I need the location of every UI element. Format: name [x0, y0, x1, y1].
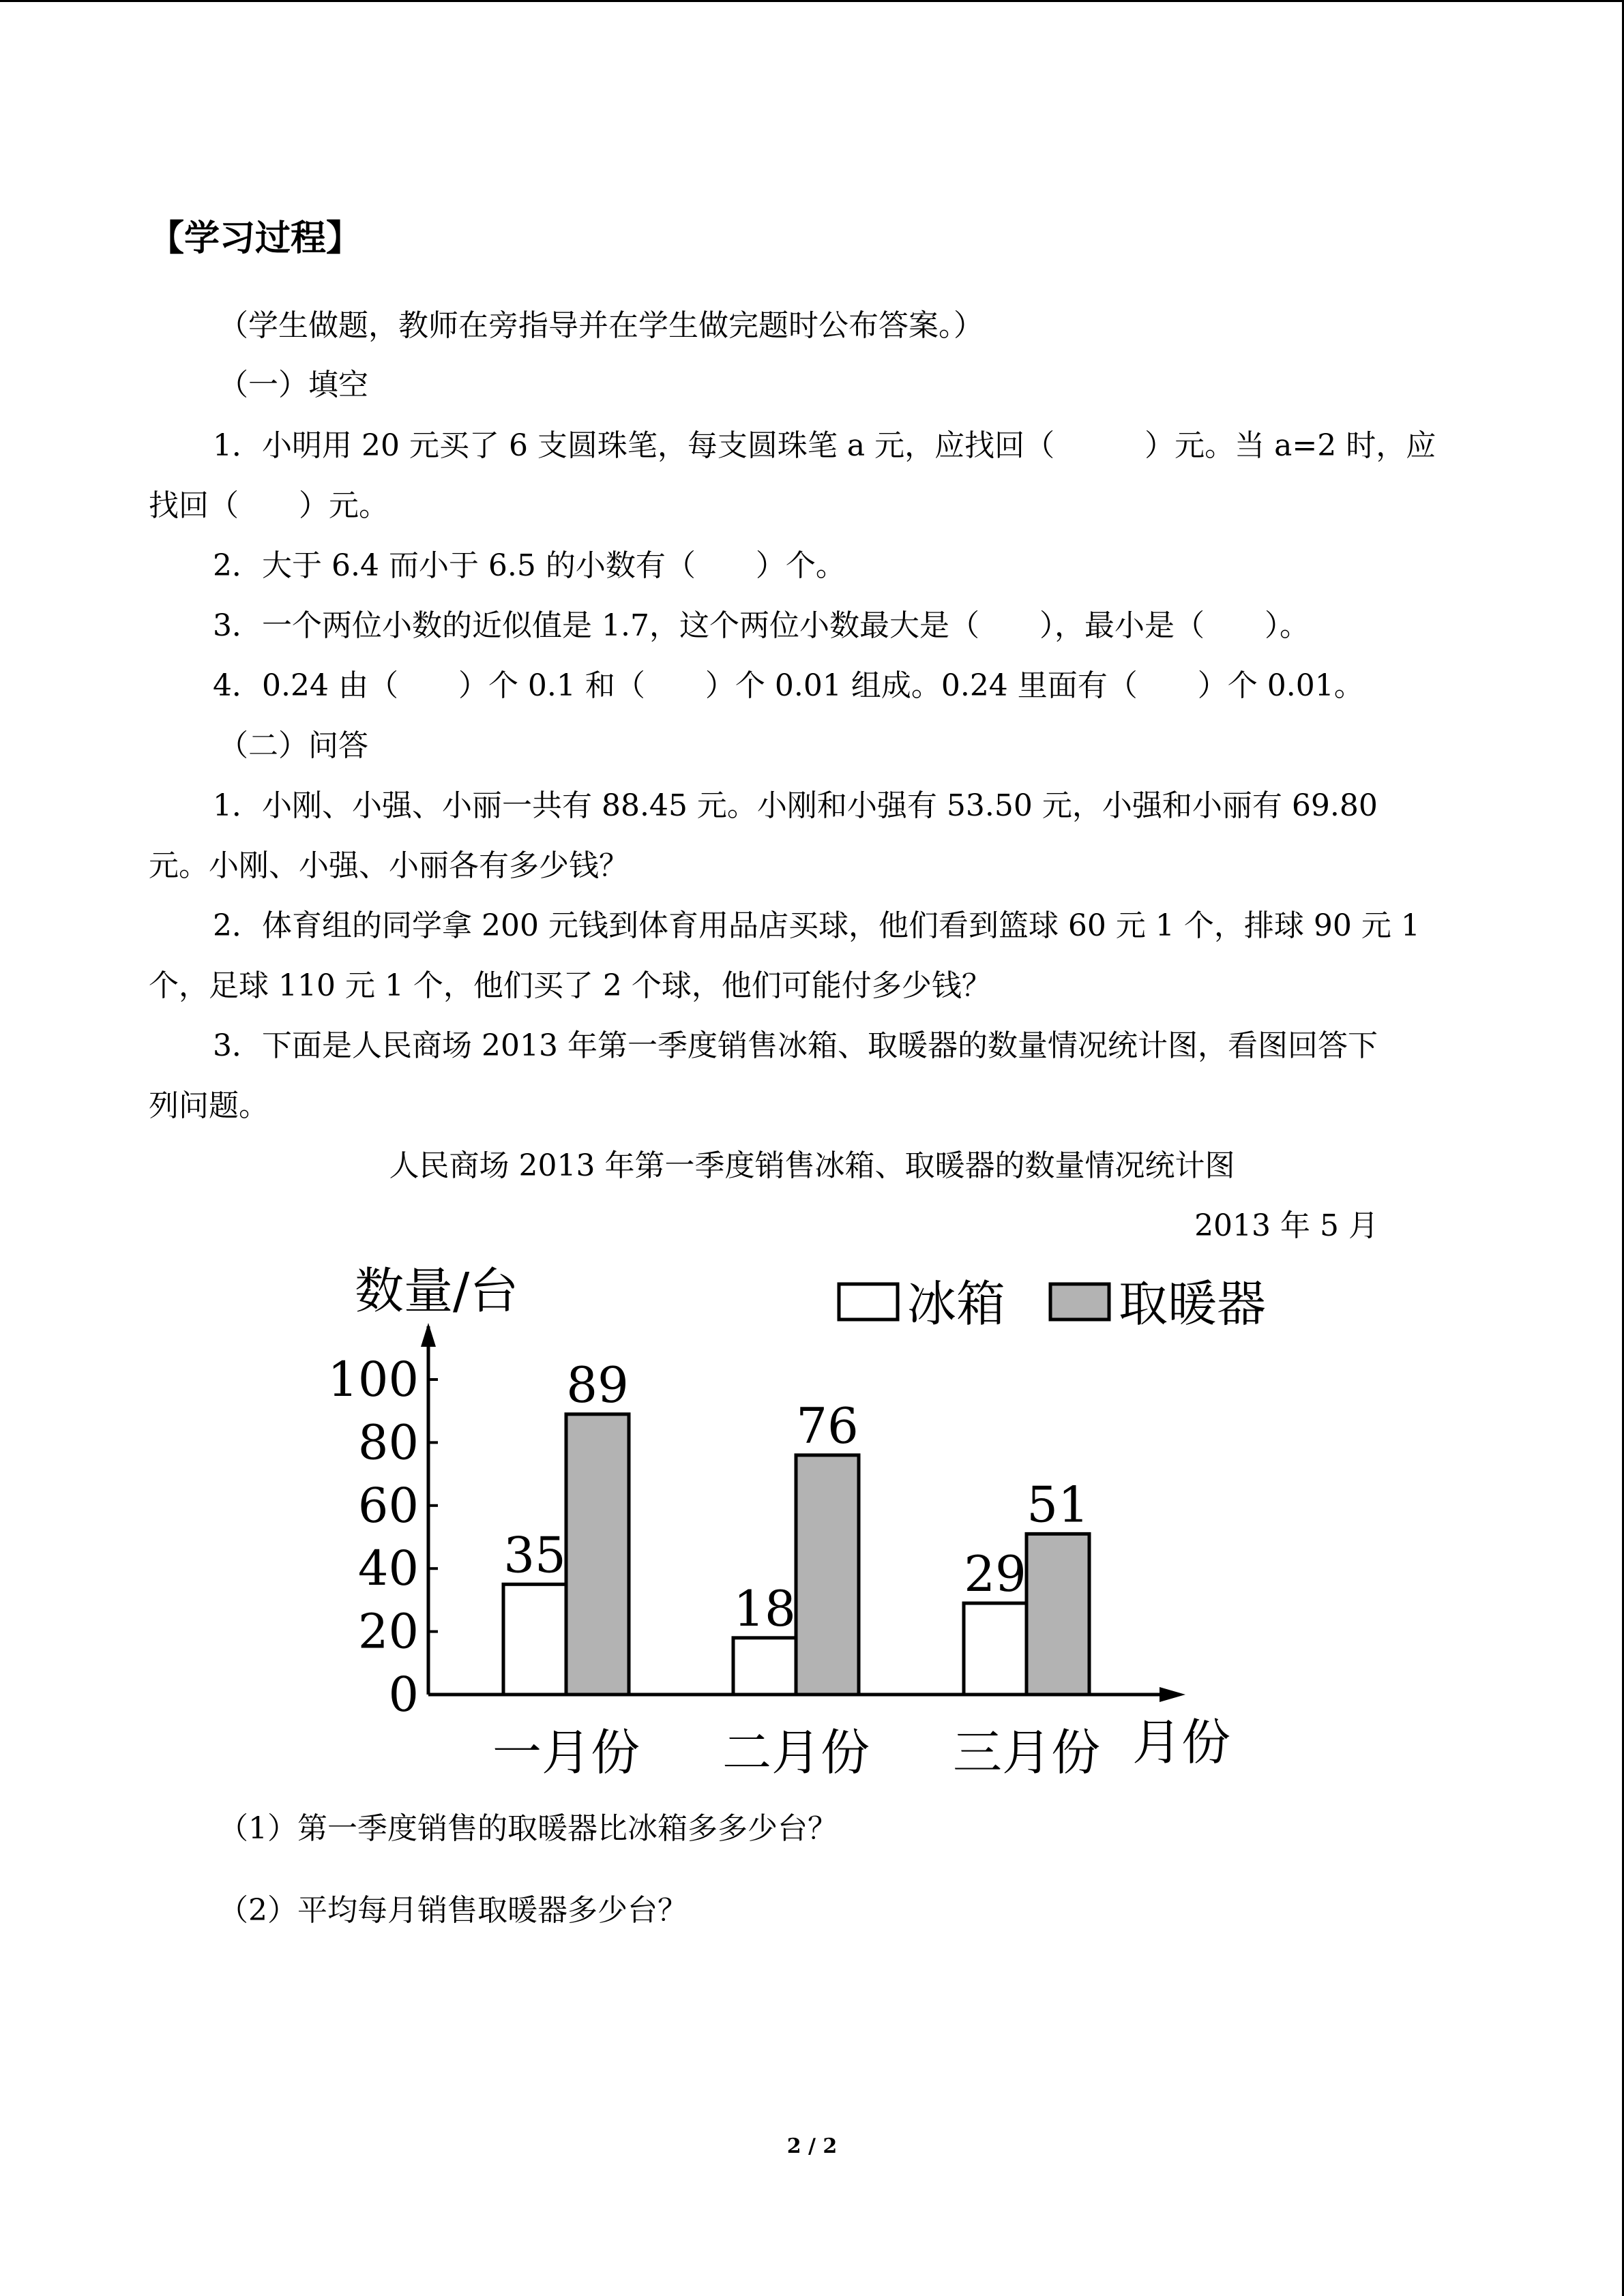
bar-value-label: 89 [566, 1356, 629, 1414]
qa-question-2-cont: 个，足球 110 元 1 个，他们买了 2 个球，他们可能付多少钱？ [149, 968, 992, 1003]
fill-question-4: 4．0.24 由（ ）个 0.1 和（ ）个 0.01 组成。0.24 里面有（ ）个 0.01。 [213, 668, 1364, 703]
legend-label: 冰箱 [907, 1275, 1006, 1332]
bar-value-label: 51 [1027, 1476, 1089, 1534]
y-tick-label: 100 [327, 1352, 419, 1407]
y-axis-label: 数量/台 [355, 1262, 519, 1320]
legend-label: 取暖器 [1119, 1275, 1267, 1332]
legend-swatch-heater [1050, 1284, 1109, 1320]
legend-swatch-fridge [839, 1284, 898, 1320]
bar-heater [566, 1414, 629, 1695]
y-tick-label: 80 [357, 1414, 419, 1471]
qa-question-3: 3．下面是人民商场 2013 年第一季度销售冰箱、取暖器的数量情况统计图，看图回答下 [213, 1028, 1378, 1063]
qa-question-3-cont: 列问题。 [149, 1088, 269, 1123]
y-tick-label: 20 [357, 1603, 419, 1660]
bar-value-label: 29 [964, 1545, 1027, 1603]
fill-question-3: 3．一个两位小数的近似值是 1.7，这个两位小数最大是（ ），最小是（ ）。 [213, 608, 1310, 643]
chart-date: 2013 年 5 月 [1194, 1208, 1378, 1243]
bar-value-label: 35 [503, 1526, 566, 1584]
qa-question-2: 2．体育组的同学拿 200 元钱到体育用品店买球，他们看到篮球 60 元 1 个，排球 90 元 1 [213, 908, 1420, 943]
y-axis-arrow [421, 1323, 436, 1347]
qa-question-1-cont: 元。小刚、小强、小丽各有多少钱？ [149, 848, 629, 883]
fill-question-1: 1．小明用 20 元买了 6 支圆珠笔，每支圆珠笔 a 元，应找回（ ）元。当 a=2 时，应 [213, 428, 1436, 463]
x-tick-label: 三月份 [952, 1724, 1101, 1781]
bar-fridge [503, 1584, 566, 1695]
y-tick-label: 40 [357, 1540, 419, 1597]
x-tick-label: 一月份 [492, 1724, 640, 1781]
page-number: 2 / 2 [786, 2134, 838, 2158]
x-tick-label: 二月份 [722, 1724, 870, 1781]
sub-question-1: （1）第一季度销售的取暖器比冰箱多多少台？ [218, 1811, 838, 1846]
bar-fridge [733, 1638, 796, 1695]
bar-fridge [964, 1603, 1027, 1695]
sub-question-2: （2）平均每月销售取暖器多少台？ [218, 1893, 688, 1928]
y-tick-label: 0 [388, 1667, 419, 1723]
bar-heater [796, 1455, 859, 1695]
x-axis-label: 月份 [1132, 1714, 1231, 1771]
part1-title: （一）填空 [218, 368, 368, 402]
fill-question-1-cont: 找回（ ）元。 [149, 488, 389, 523]
section-heading: 【学习过程】 [149, 218, 362, 259]
x-axis-arrow [1160, 1687, 1185, 1702]
bar-heater [1027, 1534, 1089, 1695]
qa-question-1: 1．小刚、小强、小丽一共有 88.45 元。小刚和小强有 53.50 元，小强和小丽有 69.80 [213, 788, 1378, 823]
bar-value-label: 18 [733, 1579, 796, 1637]
intro-text: （学生做题，教师在旁指导并在学生做完题时公布答案。） [218, 308, 984, 343]
y-tick-label: 60 [357, 1477, 419, 1534]
part2-title: （二）问答 [218, 728, 368, 763]
bar-value-label: 76 [796, 1397, 859, 1455]
chart-title: 人民商场 2013 年第一季度销售冰箱、取暖器的数量情况统计图 [389, 1148, 1235, 1183]
fill-question-2: 2．大于 6.4 而小于 6.5 的小数有（ ）个。 [213, 548, 846, 583]
